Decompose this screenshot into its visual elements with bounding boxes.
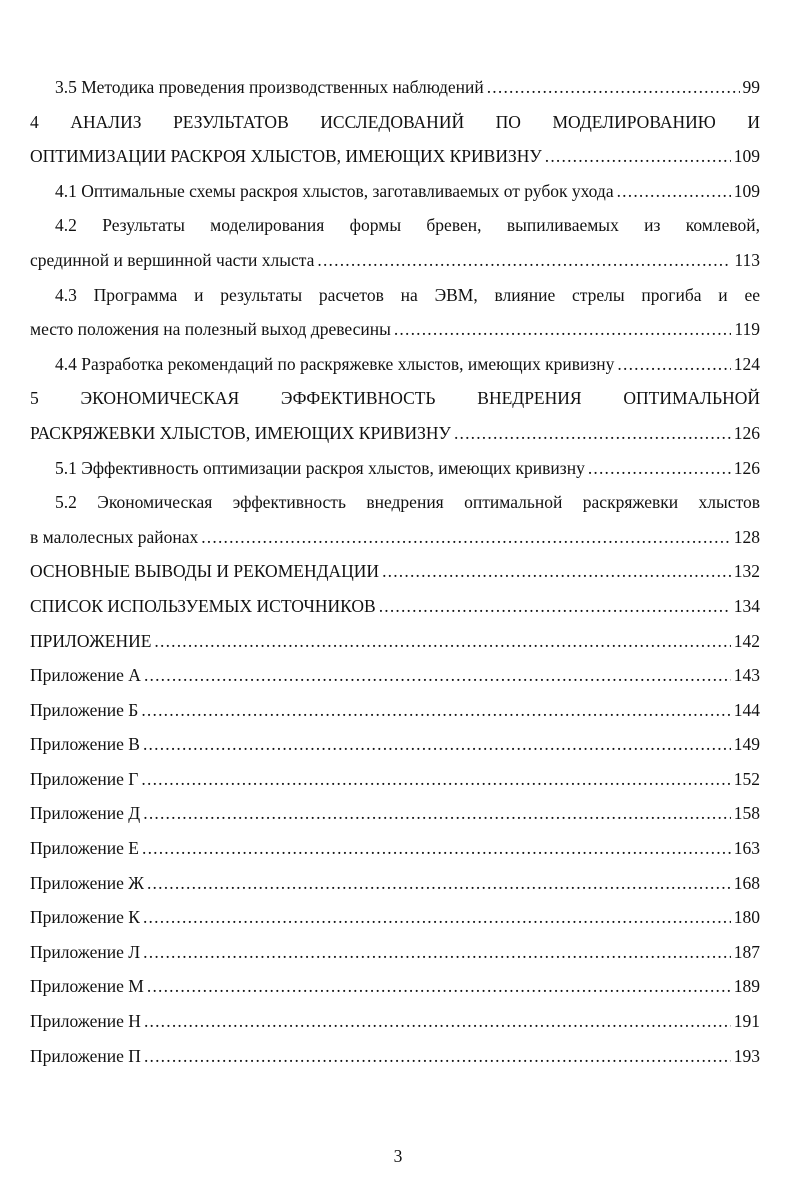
toc-page-number: 119	[734, 319, 760, 340]
toc-entry-title: ОПТИМИЗАЦИИ РАСКРОЯ ХЛЫСТОВ, ИМЕЮЩИХ КРИВИЗНУ	[30, 146, 542, 167]
toc-entry-5-line1	[30, 381, 760, 416]
toc-page-number: 191	[733, 1011, 760, 1032]
toc-entry-title: Приложение Д	[30, 803, 141, 824]
toc-entry-4	[30, 139, 760, 174]
toc-entry-appendix-m	[30, 969, 760, 1004]
toc-page-number: 109	[733, 180, 760, 201]
toc-page-number: 168	[733, 872, 760, 893]
toc-leader-dots	[143, 727, 731, 762]
toc-entry-appendix-g	[30, 762, 760, 797]
toc-page-number: 180	[733, 907, 760, 928]
toc-entry-5-2-line1	[30, 485, 760, 520]
toc-entry-4-3	[30, 312, 760, 347]
toc-leader-dots	[143, 935, 731, 970]
toc-entry-5-1	[30, 451, 760, 486]
toc-entry-title: Приложение П	[30, 1045, 141, 1066]
toc-entry-title: Приложение Б	[30, 699, 139, 720]
toc-entry-title: место положения на полезный выход древесины	[30, 319, 391, 340]
toc-entry-title: 4.1 Оптимальные схемы раскроя хлыстов, заготавливаемых от рубок ухода	[55, 180, 614, 201]
toc-leader-dots	[617, 174, 731, 209]
toc-leader-dots	[545, 139, 731, 174]
toc-entry-4-1	[30, 174, 760, 209]
toc-entry-4-4	[30, 347, 760, 382]
toc-entry-title: Приложение Л	[30, 941, 141, 962]
toc-entry-title: Приложение А	[30, 665, 141, 686]
toc-leader-dots	[317, 243, 731, 278]
toc-leader-dots	[382, 554, 731, 589]
toc-entry-appendix-a	[30, 658, 760, 693]
toc-entry-appendix-zh	[30, 866, 760, 901]
toc-page-number: 152	[733, 768, 760, 789]
toc-leader-dots	[454, 416, 731, 451]
toc-entry-appendix-d	[30, 796, 760, 831]
toc-leader-dots	[147, 969, 731, 1004]
toc-entry-title: Приложение К	[30, 907, 140, 928]
toc-entry-appendix-k	[30, 900, 760, 935]
toc-page-number: 187	[733, 941, 760, 962]
toc-entry-title: РАСКРЯЖЕВКИ ХЛЫСТОВ, ИМЕЮЩИХ КРИВИЗНУ	[30, 422, 451, 443]
toc-entry-title: срединной и вершинной части хлыста	[30, 249, 315, 270]
toc-leader-dots	[142, 831, 731, 866]
toc-entry-title-line1: 4.2 Результаты моделирования формы бревен, выпиливаемых из комлевой,	[55, 215, 760, 236]
toc-entry-title: Приложение В	[30, 734, 140, 755]
toc-entry-title: 5.1 Эффективность оптимизации раскроя хлыстов, имеющих кривизну	[55, 457, 585, 478]
toc-page-number: 149	[733, 734, 760, 755]
toc-entry-title-line1: 4.3 Программа и результаты расчетов на ЭВМ, влияние стрелы прогиба и ее	[55, 284, 760, 305]
table-of-contents	[30, 70, 760, 1073]
page-number: 3	[393, 1146, 403, 1166]
toc-entry-appendix-l	[30, 935, 760, 970]
toc-entry-4-2	[30, 243, 760, 278]
toc-entry-title-line1: 4 АНАЛИЗ РЕЗУЛЬТАТОВ ИССЛЕДОВАНИЙ ПО МОДЕЛИРОВАНИЮ И	[30, 111, 760, 132]
toc-entry-appendix-b	[30, 693, 760, 728]
toc-leader-dots	[379, 589, 731, 624]
toc-leader-dots	[588, 451, 731, 486]
toc-entry-title: Приложение М	[30, 976, 144, 997]
toc-leader-dots	[144, 658, 731, 693]
toc-entry-title: в малолесных районах	[30, 526, 199, 547]
toc-entry-title: ОСНОВНЫЕ ВЫВОДЫ И РЕКОМЕНДАЦИИ	[30, 561, 380, 582]
toc-page-number: 134	[733, 595, 760, 616]
toc-entry-title: 3.5 Методика проведения производственных наблюдений	[55, 77, 484, 97]
toc-page-number: 142	[733, 630, 760, 651]
toc-leader-dots	[154, 624, 730, 659]
toc-page-number: 132	[733, 561, 760, 582]
toc-entry-title: Приложение Н	[30, 1011, 141, 1032]
toc-entry-title: Приложение Е	[30, 838, 139, 859]
toc-leader-dots	[147, 866, 731, 901]
toc-entry-appendix-n	[30, 1004, 760, 1039]
toc-page-number: 126	[733, 457, 760, 478]
toc-page-number: 126	[733, 422, 760, 443]
toc-leader-dots	[201, 520, 731, 555]
toc-page-number: 158	[733, 803, 760, 824]
toc-entry-title: СПИСОК ИСПОЛЬЗУЕМЫХ ИСТОЧНИКОВ	[30, 595, 376, 616]
toc-entry-conclusions	[30, 554, 760, 589]
toc-entry-4-3-line1	[30, 278, 760, 313]
toc-page-number: 163	[733, 838, 760, 859]
toc-entry-appendix-p	[30, 1039, 760, 1074]
toc-page-number: 128	[733, 526, 760, 547]
toc-entry-5-2	[30, 520, 760, 555]
toc-page-number: 193	[733, 1045, 760, 1066]
toc-leader-dots	[394, 312, 732, 347]
toc-entry-appendix-e	[30, 831, 760, 866]
toc-entry-5	[30, 416, 760, 451]
toc-entry-title: Приложение Г	[30, 768, 139, 789]
toc-page-number: 109	[733, 146, 760, 167]
toc-page-number: 143	[733, 665, 760, 686]
toc-entry-title: Приложение Ж	[30, 872, 144, 893]
toc-entry-appendix-v	[30, 727, 760, 762]
toc-page-number: 113	[734, 249, 760, 270]
toc-entry-title: 4.4 Разработка рекомендаций по раскряжевке хлыстов, имеющих кривизну	[55, 353, 615, 374]
toc-leader-dots	[144, 1039, 731, 1074]
toc-leader-dots	[144, 1004, 731, 1039]
toc-entry-3-5	[30, 70, 760, 105]
toc-entry-title: ПРИЛОЖЕНИЕ	[30, 630, 152, 651]
toc-leader-dots	[141, 693, 730, 728]
toc-entry-references	[30, 589, 760, 624]
toc-page-number: 99	[742, 77, 760, 97]
toc-leader-dots	[487, 70, 740, 105]
toc-entry-4-line1	[30, 105, 760, 140]
toc-entry-title-line1: 5 ЭКОНОМИЧЕСКАЯ ЭФФЕКТИВНОСТЬ ВНЕДРЕНИЯ ОПТИМАЛЬНОЙ	[30, 388, 760, 409]
toc-leader-dots	[617, 347, 730, 382]
toc-leader-dots	[143, 796, 731, 831]
toc-page-number: 144	[733, 699, 760, 720]
toc-leader-dots	[143, 900, 731, 935]
toc-leader-dots	[141, 762, 730, 797]
toc-entry-4-2-line1	[30, 208, 760, 243]
toc-entry-appendix	[30, 624, 760, 659]
toc-entry-title-line1: 5.2 Экономическая эффективность внедрения оптимальной раскряжевки хлыстов	[55, 492, 760, 513]
toc-page-number: 124	[733, 353, 760, 374]
toc-page-number: 189	[733, 976, 760, 997]
